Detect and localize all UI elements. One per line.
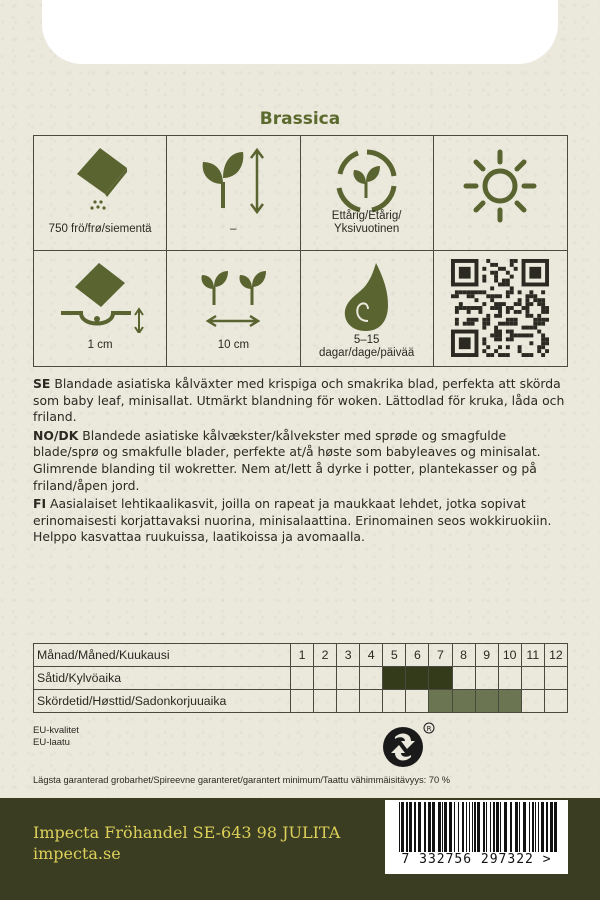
sun-icon — [460, 146, 540, 226]
plant-spacing-icon — [188, 261, 278, 333]
month-11: 11 — [521, 644, 544, 667]
month-3: 3 — [337, 644, 360, 667]
svg-text:R: R — [426, 725, 432, 733]
plant-spacing-label: 10 cm — [217, 339, 250, 351]
lifecycle-icon — [332, 146, 402, 216]
seed-count-icon — [65, 146, 135, 216]
month-9: 9 — [475, 644, 498, 667]
cell-germination — [301, 251, 434, 366]
sow-cell — [337, 667, 360, 690]
month-2: 2 — [314, 644, 337, 667]
calendar-harvest-row — [34, 690, 568, 713]
harvest-cell — [498, 690, 521, 713]
germination-label: 5–15 dagar/dage/päivää — [318, 334, 415, 359]
sow-cell — [544, 667, 567, 690]
harvest-cell — [406, 690, 429, 713]
sow-cell — [406, 667, 429, 690]
description-fi: FI Aasialaiset lehtikaalikasvit, joilla on rapeat ja maukkaat lehdet, jotka sopivat erinomaisesti korjattavaksi nuorina, minisalaattina. Erinomainen seos wokkiruokiin. Helppo kasvattaa ruukuissa, laatikoissa ja avomaalla. — [33, 496, 552, 545]
sow-cell — [314, 667, 337, 690]
month-8: 8 — [452, 644, 475, 667]
month-5: 5 — [383, 644, 406, 667]
eu-quality: EU-kvalitet EU-laatu — [33, 725, 79, 748]
description-no-dk: NO/DK Blandede asiatiske kålvækster/kålvekster med sprøde og smagfulde blade/sprø og smakfulle blader, perfekte at/å høste som babyleaves og minisalat. Glimrende blanding til wokretter. Nem at/lett å dyrke i potter, plantekasser og på friland/åpen jord. — [33, 427, 541, 493]
harvest-cell — [314, 690, 337, 713]
cell-sowing-depth — [34, 251, 167, 366]
harvest-cell — [383, 690, 406, 713]
barcode-number: 7 332756 297322 > — [385, 852, 568, 874]
description — [33, 376, 573, 548]
cell-lifecycle — [301, 136, 434, 251]
sow-cell — [383, 667, 406, 690]
cell-qr-code — [434, 251, 567, 366]
month-header-label: Månad/Måned/Kuukausi — [34, 644, 291, 667]
month-10: 10 — [498, 644, 521, 667]
sow-cell — [429, 667, 452, 690]
sow-cell — [498, 667, 521, 690]
green-dot-recycling-icon — [381, 721, 435, 769]
cell-sun — [434, 136, 567, 251]
month-12: 12 — [544, 644, 567, 667]
cell-plant-height — [167, 136, 300, 251]
germination-time-icon — [332, 261, 402, 333]
month-1: 1 — [290, 644, 313, 667]
harvest-cell — [544, 690, 567, 713]
month-4: 4 — [360, 644, 383, 667]
sow-cell — [452, 667, 475, 690]
harvest-cell — [452, 690, 475, 713]
sow-cell — [475, 667, 498, 690]
cell-seed-count — [34, 136, 167, 251]
cell-plant-spacing — [167, 251, 300, 366]
sowing-depth-icon — [55, 261, 145, 333]
hang-hole — [42, 0, 558, 64]
harvest-cell — [429, 690, 452, 713]
sowing-calendar — [33, 643, 568, 713]
plant-height-label: – — [230, 223, 237, 235]
harvest-cell — [360, 690, 383, 713]
plant-height-icon — [193, 146, 273, 216]
sow-label: Såtid/Kylvöaika — [34, 667, 291, 690]
sowing-depth-label: 1 cm — [87, 339, 113, 351]
sow-cell — [521, 667, 544, 690]
lifecycle-label: Ettårig/Etårig/ Yksivuotinen — [331, 210, 402, 235]
harvest-cell — [337, 690, 360, 713]
calendar-month-row — [34, 644, 568, 667]
qr-code-icon[interactable] — [451, 259, 549, 357]
sow-cell — [290, 667, 313, 690]
harvest-cell — [475, 690, 498, 713]
icon-grid — [33, 135, 568, 367]
page-title: Brassica — [259, 109, 341, 129]
sow-cell — [360, 667, 383, 690]
description-se: SE Blandade asiatiska kålväxter med krispiga och smakrika blad, perfekta att skörda som baby leaf, minisallat. Utmärkt blandning för woken. Lättodlad för kruka, låda och friland. — [33, 376, 565, 425]
website-link[interactable]: impecta.se — [33, 844, 121, 863]
harvest-label: Skördetid/Høsttid/Sadonkorjuuaika — [34, 690, 291, 713]
calendar-sow-row — [34, 667, 568, 690]
month-7: 7 — [429, 644, 452, 667]
month-6: 6 — [406, 644, 429, 667]
company-address: Impecta Fröhandel SE-643 98 JULITA impecta.se — [33, 823, 341, 863]
harvest-cell — [290, 690, 313, 713]
germination-guarantee: Lägsta garanterad grobarhet/Spireevne garanteret/garantert minimum/Taattu vähimmäisitävyys: 70 % — [33, 775, 451, 785]
harvest-cell — [521, 690, 544, 713]
seed-count-label: 750 frö/frø/siementä — [48, 223, 152, 235]
